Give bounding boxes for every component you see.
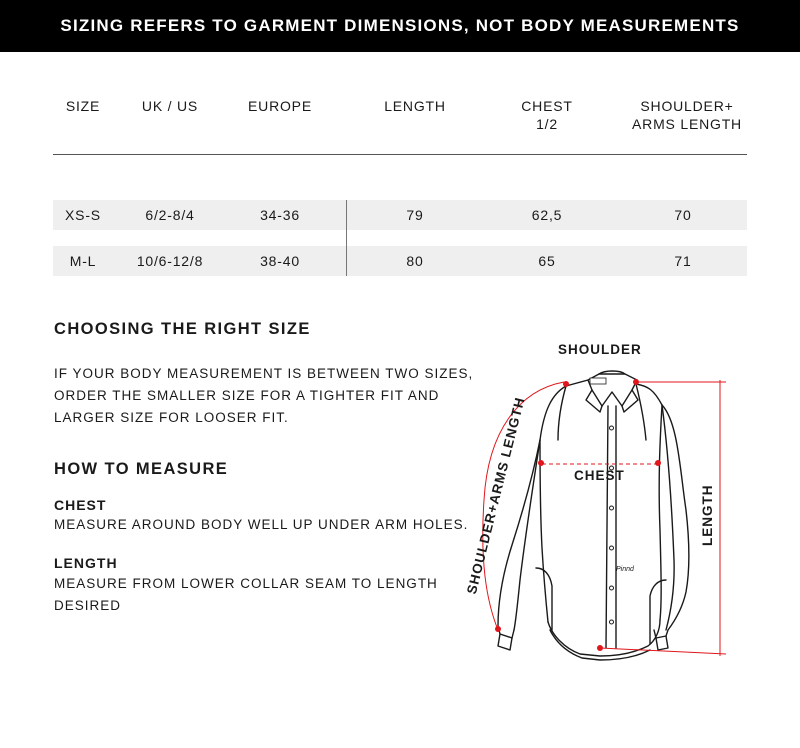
header-uk-us: UK / US <box>141 98 199 114</box>
choosing-size-text <box>54 363 473 429</box>
shoulder-arms-label: SHOULDER+ARMS LENGTH <box>464 395 528 596</box>
sizing-notice-banner: SIZING REFERS TO GARMENT DIMENSIONS, NOT BODY MEASUREMENTS <box>0 0 800 52</box>
header-chest-line1: CHEST <box>521 98 573 114</box>
length-line: MEASURE FROM LOWER COLLAR SEAM TO LENGTH <box>54 576 438 591</box>
cell-shoulder: 71 <box>674 253 692 269</box>
header-chest <box>507 97 587 133</box>
how-to-measure-title: HOW TO MEASURE <box>54 460 229 478</box>
chest-subtitle: CHEST <box>54 497 107 513</box>
choosing-line: ORDER THE SMALLER SIZE FOR A TIGHTER FIT AND <box>54 388 440 403</box>
header-size: SIZE <box>65 98 101 114</box>
cell-length: 80 <box>406 253 424 269</box>
shirt-logo-text: Pinnd <box>616 566 634 573</box>
table-row <box>53 246 747 276</box>
length-instruction <box>54 573 438 617</box>
chest-instruction: MEASURE AROUND BODY WELL UP UNDER ARM HOLES. <box>54 517 469 532</box>
cell-uk-us: 10/6-12/8 <box>136 253 204 269</box>
choosing-size-title: CHOOSING THE RIGHT SIZE <box>54 320 311 338</box>
cell-length: 79 <box>406 207 424 223</box>
length-label: LENGTH <box>700 484 715 546</box>
cell-chest: 65 <box>538 253 556 269</box>
cell-europe: 34-36 <box>260 207 300 223</box>
choosing-line: LARGER SIZE FOR LOOSER FIT. <box>54 410 289 425</box>
cell-size: XS-S <box>65 207 101 223</box>
header-shoulder-line1: SHOULDER+ <box>640 98 734 114</box>
table-row <box>53 200 747 230</box>
column-divider <box>346 200 347 276</box>
header-shoulder-arms <box>622 97 752 133</box>
header-shoulder-line2: ARMS LENGTH <box>632 116 742 132</box>
length-line: DESIRED <box>54 598 122 613</box>
header-europe: EUROPE <box>248 98 312 114</box>
header-divider <box>53 154 747 155</box>
cell-europe: 38-40 <box>260 253 300 269</box>
cell-size: M-L <box>69 253 97 269</box>
shirt-measurement-diagram <box>440 330 800 748</box>
choosing-line: IF YOUR BODY MEASUREMENT IS BETWEEN TWO SIZES, <box>54 366 474 381</box>
header-chest-line2: 1/2 <box>536 116 558 132</box>
chest-label: CHEST <box>574 468 625 483</box>
shirt-illustration <box>440 330 800 748</box>
cell-shoulder: 70 <box>674 207 692 223</box>
cell-uk-us: 6/2-8/4 <box>145 207 195 223</box>
shoulder-label: SHOULDER <box>558 342 642 357</box>
cell-chest: 62,5 <box>531 207 563 223</box>
header-length: LENGTH <box>384 98 446 114</box>
length-subtitle: LENGTH <box>54 555 118 571</box>
